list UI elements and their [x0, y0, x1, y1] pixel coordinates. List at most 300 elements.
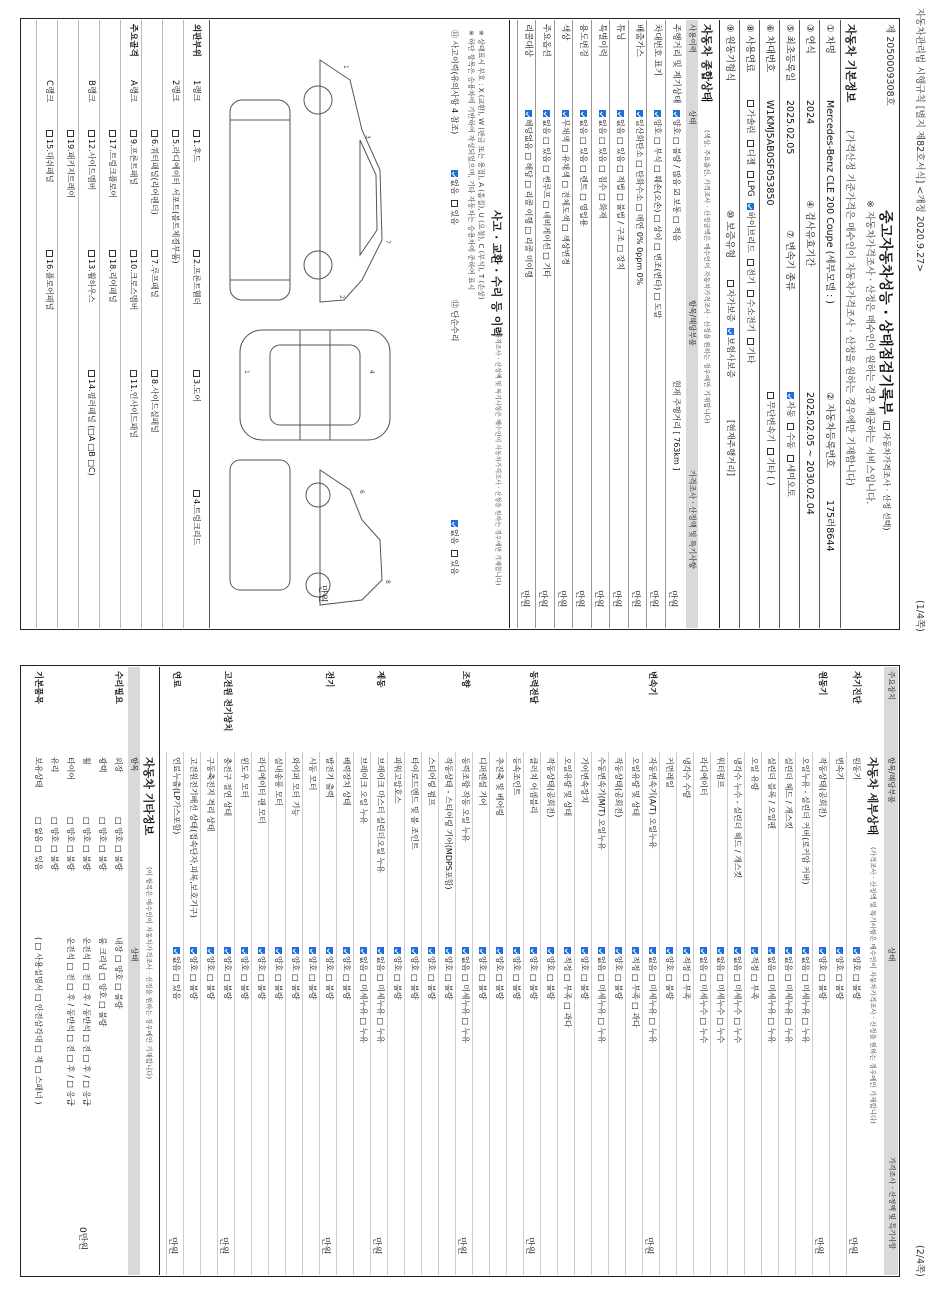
- row-divider: [625, 752, 626, 1275]
- part-item: 10.크로스멤버: [129, 250, 137, 310]
- basic-info-note: (가격산정 기준가격은 매수인이 자동차가격조사 · 산정을 원하는 경우에만 기재합니다): [844, 130, 855, 486]
- row-divider: [200, 752, 201, 1275]
- checkbox-checked[interactable]: [581, 110, 588, 117]
- other-item: 유리: [50, 757, 59, 773]
- detail-item: 발전기 출력: [325, 757, 334, 799]
- row-divider: [251, 752, 252, 1275]
- other-state: □ 양호 □ 불량: [50, 817, 59, 871]
- detail-item: 배력장치 상태: [342, 757, 351, 806]
- detail-state: 없음 □ 미세누수 □ 누수: [699, 947, 707, 1043]
- row-divider: [455, 752, 456, 1275]
- field-value-year: 2024: [804, 100, 815, 125]
- checkbox-checked[interactable]: [326, 947, 333, 954]
- part-rank: 외판부위: [191, 24, 201, 57]
- field-label-first-reg: ⑤ 최초등록일: [784, 24, 795, 82]
- part-grade: 2랭크: [170, 80, 180, 102]
- detail-unit: 만원: [320, 1237, 330, 1255]
- checkbox-checked[interactable]: [700, 947, 707, 954]
- detail-item: 시동 모터: [308, 757, 317, 791]
- row-divider: [642, 752, 643, 1275]
- status-row-label: 특별이력: [597, 24, 607, 57]
- checkbox-checked[interactable]: [258, 947, 265, 954]
- field-value-vin: W1KMJ5AB0SF053850: [764, 100, 775, 206]
- detail-item: 오일누유 - 실린더 커버(로커암 커버): [801, 757, 810, 885]
- status-row-unit: 만원: [648, 590, 659, 608]
- page-title: 중고자동차성능 · 상태점검기록부: [877, 210, 893, 415]
- basic-info-title: 자동차 기본정보: [844, 24, 857, 103]
- detail-item: 오일유량 및 상태: [563, 757, 572, 817]
- row-divider: [610, 20, 611, 628]
- row-divider: [554, 20, 555, 628]
- detail-state: 양호 □ 불량: [291, 947, 299, 1000]
- detail-item: 커먼레일: [665, 757, 674, 788]
- row-divider: [353, 752, 354, 1275]
- row-divider: [628, 20, 629, 628]
- status-row-unit: 만원: [519, 590, 529, 608]
- detail-state: 양호 □ 불량: [495, 947, 503, 1000]
- inspection-page-1: [0, 0, 930, 642]
- checkbox-checked[interactable]: [666, 947, 673, 954]
- status-header-history: 사용이력: [688, 24, 697, 53]
- row-divider: [336, 752, 337, 1275]
- row-divider: [574, 752, 575, 1275]
- status-row-label: 색상: [560, 24, 570, 41]
- simple-repair-label: ⑫ 단순수리: [450, 300, 459, 342]
- svg-text:6: 6: [358, 490, 365, 494]
- row-divider: [829, 752, 830, 1275]
- part-checkbox[interactable]: [130, 130, 137, 137]
- other-state: □ 양호 □ 불량: [66, 817, 75, 871]
- status-header-price: 가격조사 · 산정액 및 특기사항: [688, 470, 697, 569]
- part-item: 12.사이드멤버: [87, 130, 95, 190]
- row-divider: [268, 752, 269, 1275]
- other-item: 광택: [98, 757, 107, 773]
- row-divider: [183, 752, 184, 1275]
- detail-unit: 만원: [456, 1237, 466, 1255]
- detail-item: 수동변속기(M/T) 오일누유: [597, 757, 606, 850]
- detail-item: 냉각수 수량: [682, 757, 691, 799]
- checkbox-checked[interactable]: [292, 947, 299, 954]
- detail-item: 스티어링 펌프: [427, 757, 436, 806]
- status-row-unit: 만원: [556, 590, 566, 608]
- status-row-options: 없음 □ 있음 □ 썬루프 □ 네비게이션 □ 기타: [543, 110, 551, 278]
- detail-state: 양호 □ 불량: [580, 947, 588, 1000]
- status-row-options: 없음 □ 있음 □ 렌트 □ 영업용: [580, 110, 588, 227]
- accident-history-answer: 없음있음: [450, 170, 458, 225]
- other-item: 타이어: [66, 757, 75, 781]
- detail-item: 실린더 헤드 / 개스킷: [784, 757, 793, 830]
- status-row-options: 무채색 □ 유채색 □ 전체도색 □ 색상변경: [561, 110, 569, 265]
- detail-item: 브레이크 마스터 실린더오일 누유: [376, 757, 385, 873]
- svg-text:1: 1: [342, 65, 349, 69]
- detail-state: 없음 □ 미세누유 □ 누유: [597, 947, 605, 1043]
- part-item: 9.프론트패널: [129, 130, 137, 185]
- part-item: 1.후드: [192, 130, 200, 162]
- status-row-options: 양호 □ 부식 □ 훼손(오손) □ 상이 □ 변조(변타) □ 도말: [654, 110, 662, 318]
- detail-item: 라디에이터: [699, 757, 708, 796]
- detail-state: 없음 □ 있음: [172, 947, 180, 1000]
- part-checkbox[interactable]: [151, 250, 158, 257]
- part-grade: C랭크: [44, 80, 54, 103]
- row-divider: [517, 20, 518, 628]
- status-row-unit: 만원: [593, 590, 603, 608]
- detail-unit: 만원: [847, 1237, 857, 1255]
- detail-group: 연료: [171, 671, 181, 688]
- status-row-extra: 현재 주행거리 [ 763km ]: [672, 380, 681, 471]
- other-title: 자동차 기타정보: [142, 757, 155, 836]
- row-divider: [438, 752, 439, 1275]
- part-item: 5.라디에이터 서포트(볼트체결부품): [171, 130, 179, 264]
- other-note: (이 항목은 매수인이 자동차가격조사 · 산정을 원하는 경우에만 기재합니다): [145, 867, 153, 1080]
- detail-state: 양호 □ 불량: [308, 947, 316, 1000]
- detail-state: 양호 □ 불량: [427, 947, 435, 1000]
- part-checkbox[interactable]: [88, 130, 95, 137]
- price-option: (자동차가격조사 · 산정 선택): [882, 420, 891, 531]
- checkbox-checked[interactable]: [513, 947, 520, 954]
- part-checkbox[interactable]: [151, 370, 158, 377]
- part-item: 11.인사이드패널: [129, 370, 137, 438]
- detail-item: 충전구 절연 상태: [223, 757, 232, 817]
- checkbox-checked[interactable]: [836, 947, 843, 954]
- detail-unit: 만원: [643, 1237, 653, 1255]
- part-checkbox[interactable]: [109, 130, 116, 137]
- checkbox-checked[interactable]: [802, 947, 809, 954]
- part-item: 14.필러패널 (□A □B □C): [87, 370, 95, 476]
- part-checkbox[interactable]: [193, 490, 200, 497]
- status-row-options: 없음 □ 있음 □ 적법 □ 불법 / 구조 □ 장치: [617, 110, 625, 270]
- field-value-reg-no: 175러8644: [824, 500, 835, 552]
- detail-item: 브레이크 오일 누유: [359, 757, 368, 824]
- part-item: 3.도어: [192, 370, 200, 402]
- checkbox-checked[interactable]: [751, 947, 758, 954]
- row-divider: [591, 752, 592, 1275]
- checkbox-checked[interactable]: [717, 947, 724, 954]
- detail-item: 작동상태(공회전): [546, 757, 555, 818]
- checkbox-checked[interactable]: [445, 947, 452, 954]
- detail-state: 없음 □ 미세누유 □ 누유: [801, 947, 809, 1043]
- row-divider: [285, 752, 286, 1275]
- checkbox-checked[interactable]: [525, 110, 532, 117]
- row-divider: [57, 20, 58, 628]
- other-right: 운전석 □ 전 □ 후 / 동반석 □ 전 □ 후 / □ 응급: [66, 937, 75, 1106]
- part-grade: B랭크: [86, 80, 96, 103]
- mileage-label: [현재주행거리]: [725, 420, 735, 476]
- checkbox-checked[interactable]: [599, 110, 606, 117]
- detail-item: 구동축전지 격리 상태: [206, 757, 215, 832]
- car-diagram: [220, 40, 440, 610]
- detail-state: 양호 □ 불량: [546, 947, 554, 1000]
- detail-group: 자기진단: [851, 671, 861, 704]
- row-divider: [761, 752, 762, 1275]
- checkbox-checked[interactable]: [207, 947, 214, 954]
- row-divider: [693, 752, 694, 1275]
- page-1-rotated-content: [0, 0, 930, 642]
- field-label-warranty: ⑩ 보증유형: [724, 210, 735, 259]
- detail-state: 양호 □ 불량: [274, 947, 282, 1000]
- checkbox-checked[interactable]: [547, 947, 554, 954]
- part-checkbox[interactable]: [67, 130, 74, 137]
- detail-item: 추진축 및 베어링: [495, 757, 504, 817]
- transmission-options-2: 무단변속기기타 ( ): [766, 392, 775, 492]
- detail-group: 제동: [375, 671, 385, 688]
- detail-item: 냉각수 누수 - 실린더 헤드 / 개스킷: [733, 757, 742, 879]
- row-divider: [523, 752, 524, 1275]
- legend-symbols: ※ 상태표시 부호 : X (교환), W (판금 또는 용접), A (흠집), U (요철), C (부식), T (손상): [477, 30, 485, 300]
- field-label-year: ③ 연식: [804, 24, 815, 54]
- detail-group: 변속기: [647, 671, 657, 696]
- status-header-state: 상태: [688, 110, 697, 125]
- accident-title: 사고 · 교환 · 수리 등 이력: [490, 210, 503, 337]
- detail-group: 조향: [460, 671, 470, 688]
- checkbox-checked[interactable]: [598, 947, 605, 954]
- other-right: 룸 크리닝 □ 양호 □ 불량: [98, 937, 107, 1027]
- status-row-label: 배출가스: [634, 24, 644, 57]
- part-checkbox[interactable]: [193, 130, 200, 137]
- checkbox-checked[interactable]: [530, 947, 537, 954]
- detail-unit: 만원: [371, 1237, 381, 1255]
- page-number: (1/4쪽): [914, 600, 925, 632]
- checkbox-checked[interactable]: [564, 947, 571, 954]
- status-title: 자동차 종합상태: [700, 24, 713, 103]
- row-divider: [647, 20, 648, 628]
- checkbox-checked[interactable]: [615, 947, 622, 954]
- row-divider: [319, 752, 320, 1275]
- status-row-options: 없음 □ 있음 □ 침수 □ 화재: [598, 110, 606, 219]
- checkbox-checked[interactable]: [562, 110, 569, 117]
- detail-item: 자동변속기(A/T) 오일누유: [648, 757, 657, 849]
- other-header-item: 항목: [130, 757, 139, 772]
- detail-state: 없음 □ 미세누유 □ 누유: [648, 947, 656, 1043]
- row-divider: [710, 752, 711, 1275]
- checkbox-checked[interactable]: [683, 947, 690, 954]
- checkbox-checked[interactable]: [673, 110, 680, 117]
- detail-state: 양호 □ 불량: [325, 947, 333, 1000]
- row-divider: [659, 752, 660, 1275]
- detail-item: 작동상태(공회전): [818, 757, 827, 818]
- row-divider: [141, 20, 142, 628]
- part-checkbox[interactable]: [130, 370, 137, 377]
- checkbox-checked[interactable]: [190, 947, 197, 954]
- part-checkbox[interactable]: [151, 130, 158, 137]
- detail-group: 동력전달: [528, 671, 538, 704]
- checkbox-checked[interactable]: [343, 947, 350, 954]
- checkbox-checked[interactable]: [479, 947, 486, 954]
- other-header-state: 상태: [130, 947, 139, 962]
- checkbox-checked[interactable]: [544, 110, 551, 117]
- status-row-options: 해당없음 □ 해당 □ 리콜 이행 □ 리콜 미이행: [524, 110, 532, 278]
- status-note: (색상, 주요옵션, 가격조사 · 산정금액은 매수인이 자동차가격조사 · 산정을 원하는 경우에만 기재합니다): [703, 130, 711, 424]
- row-divider: [591, 20, 592, 628]
- detail-note: (가격조사 · 산정액 및 특기사항은 매수인이 자동차가격조사 · 산정을 원하는 경우에만 기재합니다): [869, 847, 877, 1124]
- detail-group: 전기: [324, 671, 334, 688]
- detail-group: 고전원 전기장치: [222, 671, 232, 732]
- checkbox-checked[interactable]: [636, 110, 643, 117]
- svg-text:7: 7: [384, 240, 391, 244]
- checkbox-checked[interactable]: [309, 947, 316, 954]
- row-divider: [727, 752, 728, 1275]
- checkbox-checked[interactable]: [819, 947, 826, 954]
- detail-state: 양호 □ 불량: [206, 947, 214, 1000]
- row-divider: [812, 752, 813, 1275]
- checkbox-checked[interactable]: [649, 947, 656, 954]
- row-divider: [217, 752, 218, 1275]
- detail-state: 없음 □ 미세누유 □ 누유: [359, 947, 367, 1043]
- accident-note: (가격조사 · 산정액 및 특기사항은 매수인이 자동차가격조사 · 산정을 원하는 경우에만 기재합니다): [494, 330, 501, 586]
- field-label-fuel: ⑧ 사용연료: [744, 24, 755, 73]
- other-state: □ 양호 □ 불량: [114, 817, 123, 871]
- row-divider: [665, 20, 666, 628]
- checkbox-checked[interactable]: [360, 947, 367, 954]
- detail-state: 양호 □ 불량: [223, 947, 231, 1000]
- detail-item: 연료누출(LP가스포함): [172, 757, 181, 835]
- detail-header-price: 가격조사 · 산정액 및 특기사항: [888, 1157, 896, 1250]
- checkbox-checked[interactable]: [853, 947, 860, 954]
- other-group: 수리필요: [113, 671, 123, 704]
- status-row-unit: 만원: [574, 590, 585, 608]
- part-item: 16.플로어패널: [45, 250, 53, 310]
- checkbox-checked[interactable]: [734, 947, 741, 954]
- row-divider: [472, 752, 473, 1275]
- status-row-label: 튜닝: [615, 24, 626, 41]
- row-divider: [99, 20, 100, 628]
- detail-state: 적정 □ 부족: [750, 947, 758, 1000]
- row-divider: [162, 20, 163, 628]
- field-label-engine: ⑨ 원동기형식: [724, 24, 735, 82]
- row-divider: [676, 752, 677, 1275]
- status-row-unit: 만원: [611, 590, 622, 608]
- part-item: 4.트렁크리드: [192, 490, 200, 545]
- status-row-options: 일산화탄소 □ 탄화수소 □ 매연 0% 0ppm 0%: [635, 110, 643, 285]
- checkbox-checked[interactable]: [241, 947, 248, 954]
- other-right: 내장 □ 양호 □ 불량: [114, 937, 123, 1009]
- checkbox-checked[interactable]: [496, 947, 503, 954]
- status-row-label: 주요옵션: [541, 24, 552, 57]
- detail-unit: 만원: [524, 1237, 534, 1255]
- row-divider: [78, 20, 79, 628]
- status-row-label: 차대번호 표기: [652, 24, 663, 76]
- part-item: 2.프론트휀더: [192, 250, 200, 305]
- detail-item: 동력조향 작동 오일 누유: [461, 757, 470, 842]
- detail-state: 양호 □ 불량: [342, 947, 350, 1000]
- svg-text:2: 2: [338, 295, 345, 299]
- checkbox-checked[interactable]: [581, 947, 588, 954]
- detail-item: 변속기: [835, 757, 844, 781]
- checkbox-checked[interactable]: [768, 947, 775, 954]
- checkbox-checked[interactable]: [632, 947, 639, 954]
- part-checkbox[interactable]: [88, 250, 95, 257]
- checkbox-checked[interactable]: [275, 947, 282, 954]
- other-state: □ 없음 □ 있음: [34, 817, 43, 871]
- detail-item: 실린더 블록 / 오일팬: [767, 757, 776, 830]
- row-divider: [573, 20, 574, 628]
- detail-item: 오일유량 및 상태: [631, 757, 640, 817]
- other-group: 기본품목: [33, 671, 43, 704]
- detail-unit: 만원: [813, 1237, 823, 1255]
- detail-state: 양호 □ 불량: [240, 947, 248, 1000]
- row-divider: [846, 752, 847, 1275]
- detail-state: 양호 □ 불량: [393, 947, 401, 1000]
- detail-item: 클러치 어셈블리: [529, 757, 538, 814]
- field-value-inspection: 2025.02.05 ~ 2030.02.04: [804, 392, 815, 515]
- other-item: 외장: [114, 757, 123, 773]
- detail-state: 없음 □ 미세누유 □ 누유: [784, 947, 792, 1043]
- detail-item: 고전원전기배선 상태(접속단자,피복,보호기구): [189, 757, 198, 918]
- part-checkbox[interactable]: [46, 250, 53, 257]
- part-checkbox[interactable]: [193, 370, 200, 377]
- row-divider: [120, 20, 121, 628]
- detail-item: 라디에이터 팬 모터: [257, 757, 266, 824]
- detail-state: 적정 □ 부족 □ 과다: [563, 947, 571, 1028]
- detail-state: 양호 □ 불량: [614, 947, 622, 1000]
- detail-unit: 만원: [167, 1237, 177, 1255]
- part-checkbox[interactable]: [172, 130, 179, 137]
- checkbox-checked[interactable]: [428, 947, 435, 954]
- part-checkbox[interactable]: [193, 250, 200, 257]
- part-checkbox[interactable]: [109, 250, 116, 257]
- detail-state: 양호 □ 불량: [444, 947, 452, 1000]
- checkbox-checked[interactable]: [173, 947, 180, 954]
- row-divider: [540, 752, 541, 1275]
- detail-state: 적정 □ 부족 □ 과다: [631, 947, 639, 1028]
- checkbox-checked[interactable]: [655, 110, 662, 117]
- part-checkbox[interactable]: [88, 370, 95, 377]
- row-divider: [36, 20, 37, 628]
- checkbox-checked[interactable]: [785, 947, 792, 954]
- part-checkbox[interactable]: [46, 130, 53, 137]
- detail-item: 워터펌프: [716, 757, 725, 788]
- transmission-options: 자동수동세미오토: [786, 392, 795, 503]
- part-checkbox[interactable]: [130, 250, 137, 257]
- other-state: □ 양호 □ 불량: [82, 817, 91, 871]
- simple-repair-answer: 없음있음: [450, 520, 458, 575]
- row-divider: [387, 752, 388, 1275]
- other-item: 휠: [82, 757, 91, 765]
- detail-state: 없음 □ 미세누수 □ 누수: [716, 947, 724, 1043]
- row-divider: [421, 752, 422, 1275]
- detail-state: 양호 □ 불량: [257, 947, 265, 1000]
- detail-item: 윈도우 모터: [240, 757, 249, 799]
- detail-item: 타이로드엔드 및 볼 조인트: [410, 757, 419, 850]
- field-label-car-name: ① 차명: [824, 24, 835, 54]
- accident-history-label: ⑪ 사고이력(유의사항 4 참조): [450, 30, 459, 135]
- part-rank: 주요골격: [128, 24, 138, 57]
- part-item: 19.패키지트레이: [66, 130, 74, 198]
- detail-state: 양호 □ 불량: [818, 947, 826, 1000]
- checkbox-checked[interactable]: [411, 947, 418, 954]
- detail-item: 와이퍼 모터 기능: [291, 757, 300, 817]
- law-reference: 자동차관리법 시행규칙 [별지 제82호서식] <개정 2020.9.27>: [914, 8, 925, 273]
- svg-text:3: 3: [364, 135, 371, 139]
- status-row-unit: 만원: [630, 590, 640, 608]
- checkbox-checked[interactable]: [618, 110, 625, 117]
- other-item: 보유상태: [34, 757, 43, 788]
- detail-state: 없음 □ 미세누유 □ 누유: [461, 947, 469, 1043]
- checkbox-checked[interactable]: [377, 947, 384, 954]
- part-item: 15.대쉬패널: [45, 130, 53, 183]
- detail-item: 원동기: [852, 757, 861, 781]
- checkbox-checked[interactable]: [394, 947, 401, 954]
- checkbox-checked[interactable]: [224, 947, 231, 954]
- status-row-label: 주행거리 및 계기상태: [671, 24, 681, 104]
- checkbox-checked[interactable]: [462, 947, 469, 954]
- subtitle-note: ※ 자동차가격조사 · 산정은 매수인이 원하는 경우 제공하는 서비스입니다.: [864, 200, 875, 505]
- row-divider: [404, 752, 405, 1275]
- row-divider: [795, 752, 796, 1275]
- detail-item: 디퍼렌셜 기어: [478, 757, 487, 806]
- detail-state: 양호 □ 불량: [512, 947, 520, 1000]
- detail-state: 양호 □ 불량: [410, 947, 418, 1000]
- detail-state: 양호 □ 불량: [529, 947, 537, 1000]
